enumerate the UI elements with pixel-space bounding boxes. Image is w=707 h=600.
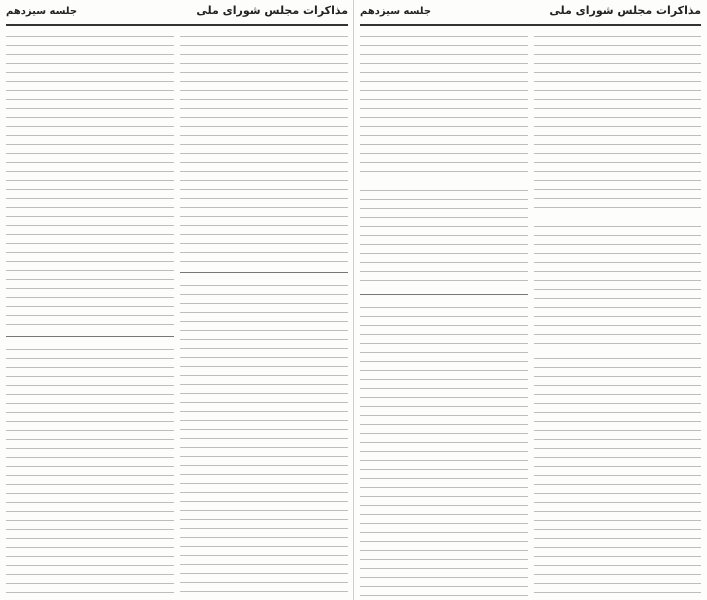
right-page-columns bbox=[360, 30, 701, 598]
text-block bbox=[534, 30, 702, 216]
journal-title: مذاکرات مجلس شورای ملی bbox=[549, 4, 701, 17]
text-block bbox=[6, 30, 174, 330]
session-label: جلسه سیزدهم bbox=[360, 6, 432, 17]
text-block bbox=[180, 30, 348, 266]
text-block bbox=[360, 184, 528, 288]
text-block bbox=[180, 279, 348, 595]
text-block bbox=[360, 30, 528, 180]
text-block bbox=[6, 343, 174, 595]
left-page-columns bbox=[6, 30, 348, 598]
session-label: جلسه سیزدهم bbox=[6, 6, 78, 17]
text-block bbox=[534, 220, 702, 348]
section-divider bbox=[360, 294, 528, 295]
right-page bbox=[354, 0, 707, 600]
column-2 bbox=[360, 30, 528, 598]
column-4 bbox=[6, 30, 174, 598]
column-1 bbox=[534, 30, 702, 598]
right-page-header bbox=[360, 4, 701, 26]
left-page-header bbox=[6, 4, 348, 26]
text-block bbox=[534, 352, 702, 594]
section-divider bbox=[180, 272, 348, 273]
journal-title: مذاکرات مجلس شورای ملی bbox=[196, 4, 348, 17]
column-3 bbox=[180, 30, 348, 598]
text-block bbox=[360, 301, 528, 598]
section-divider bbox=[6, 336, 174, 337]
